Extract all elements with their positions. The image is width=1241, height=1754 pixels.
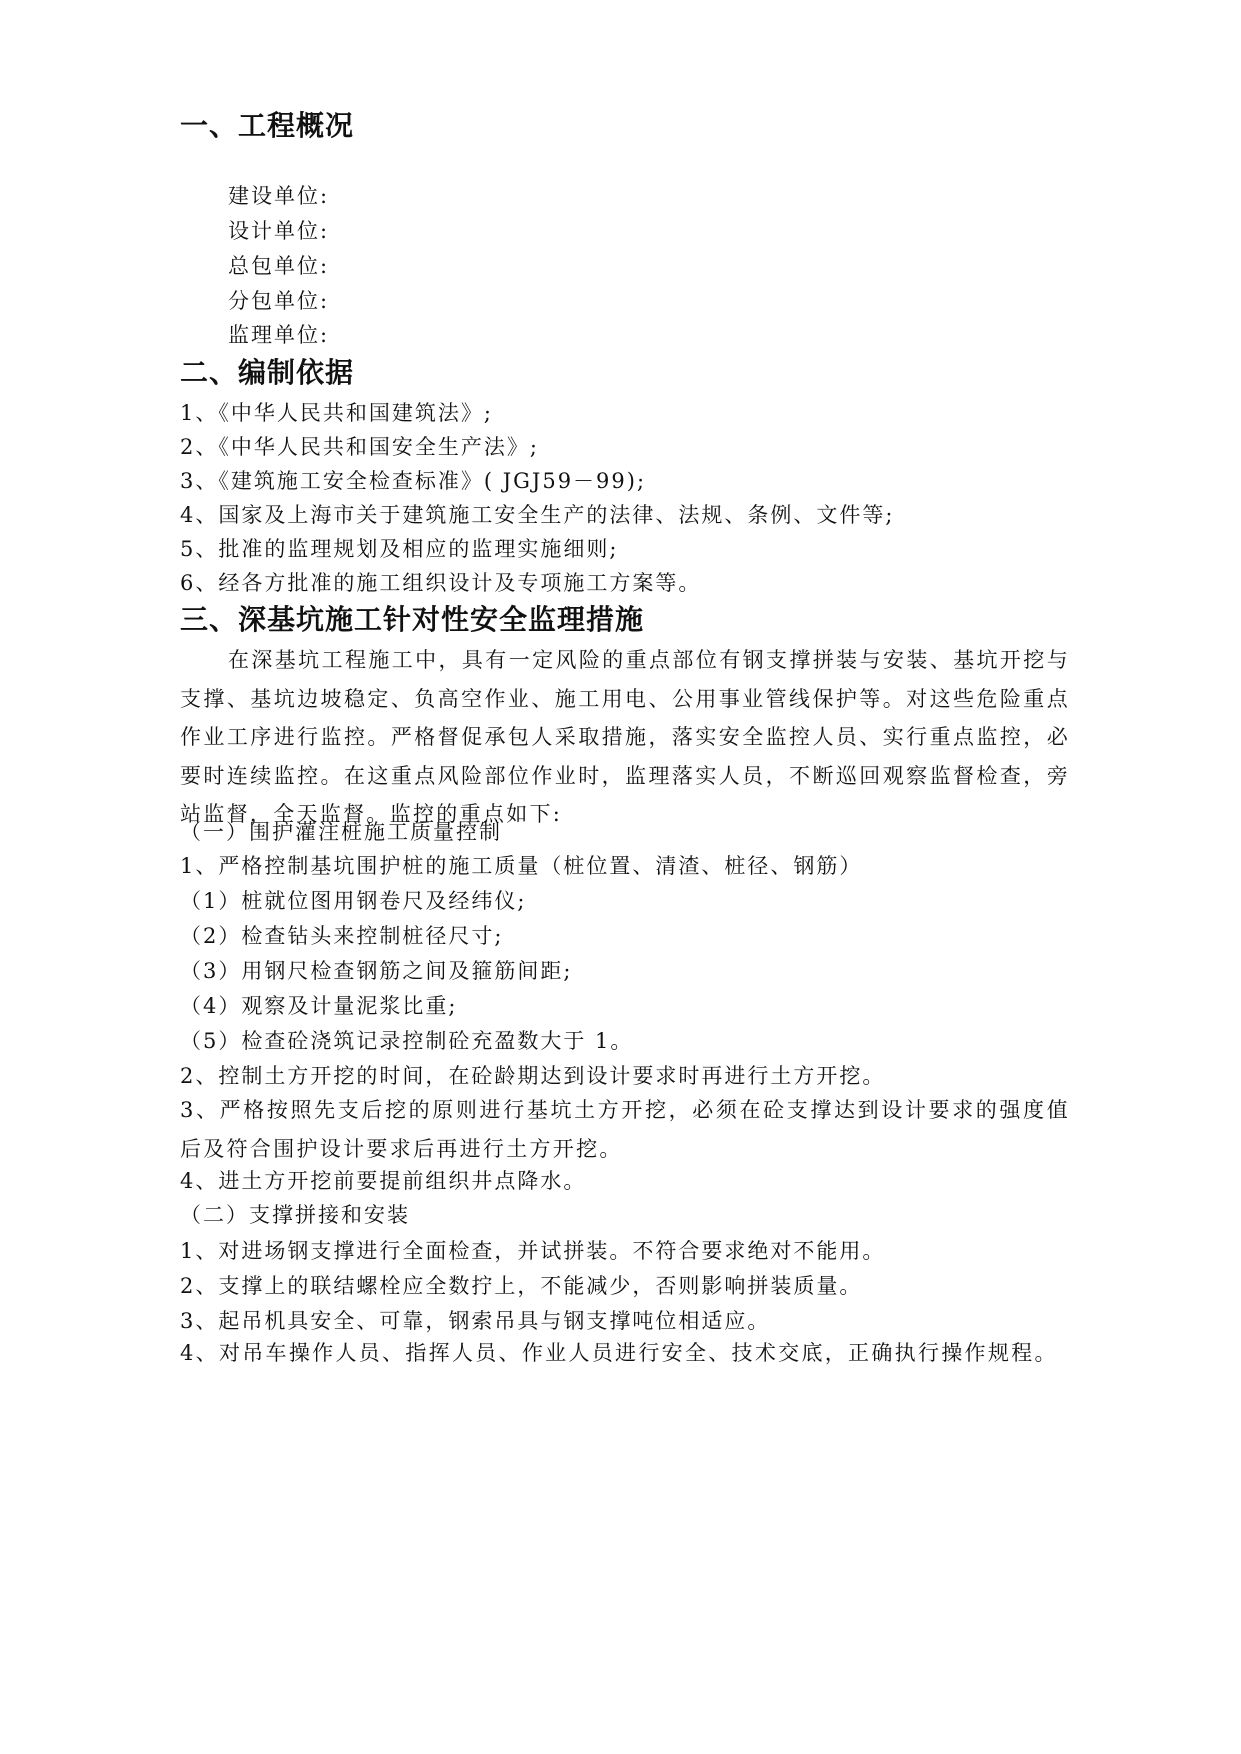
pile-subitem-2: （2）检查钻头来控制桩径尺寸; bbox=[180, 924, 504, 948]
pile-quality-item-1: 1、严格控制基坑围护桩的施工质量（桩位置、清渣、桩径、钢筋） bbox=[180, 854, 863, 878]
basis-item-1: 1、《中华人民共和国建筑法》; bbox=[180, 401, 493, 425]
construction-unit-label: 建设单位: bbox=[228, 184, 330, 208]
supervision-unit-label: 监理单位: bbox=[228, 323, 330, 347]
section-2-heading: 二、编制依据 bbox=[180, 356, 355, 389]
pile-subitem-3: （3）用钢尺检查钢筋之间及箍筋间距; bbox=[180, 959, 573, 983]
subsection-2-heading: （二）支撑拼接和安装 bbox=[180, 1203, 410, 1227]
basis-item-6: 6、经各方批准的施工组织设计及专项施工方案等。 bbox=[180, 571, 702, 595]
support-item-2: 2、支撑上的联结螺栓应全数拧上，不能减少，否则影响拼装质量。 bbox=[180, 1274, 863, 1298]
basis-item-4: 4、国家及上海市关于建筑施工安全生产的法律、法规、条例、文件等; bbox=[180, 503, 895, 527]
pile-quality-item-2: 2、控制土方开挖的时间，在砼龄期达到设计要求时再进行土方开挖。 bbox=[180, 1064, 886, 1088]
subsection-1-heading: （一）围护灌注桩施工质量控制 bbox=[180, 820, 502, 844]
basis-item-5: 5、批准的监理规划及相应的监理实施细则; bbox=[180, 537, 619, 561]
general-contractor-label: 总包单位: bbox=[228, 254, 330, 278]
basis-item-3: 3、《建筑施工安全检查标准》( JGJ59－99); bbox=[180, 469, 647, 493]
pile-subitem-1: （1）桩就位图用钢卷尺及经纬仪; bbox=[180, 889, 527, 913]
design-unit-label: 设计单位: bbox=[228, 219, 330, 243]
section-3-heading: 三、深基坑施工针对性安全监理措施 bbox=[180, 603, 645, 636]
pile-subitem-4: （4）观察及计量泥浆比重; bbox=[180, 994, 458, 1018]
section-1-heading: 一、工程概况 bbox=[180, 109, 355, 142]
subcontractor-label: 分包单位: bbox=[228, 289, 330, 313]
section-3-intro-paragraph: 在深基坑工程施工中，具有一定风险的重点部位有钢支撑拼装与安装、基坑开挖与支撑、基坑边坡稳定、负高空作业、施工用电、公用事业管线保护等。对这些危险重点作业工序进行监控。严格督促承包人采取措施，落实安全监控人员、实行重点监控，必要时连续监控。在这重点风险部位作业时，监理落实人员，不断巡回观察监督检查，旁站监督，全天监督。监控的重点如下: bbox=[180, 648, 1070, 827]
pile-subitem-5: （5）检查砼浇筑记录控制砼充盈数大于 1。 bbox=[180, 1029, 634, 1053]
support-item-4: 4、对吊车操作人员、指挥人员、作业人员进行安全、技术交底，正确执行操作规程。 bbox=[180, 1341, 1058, 1365]
basis-item-2: 2、《中华人民共和国安全生产法》; bbox=[180, 435, 539, 459]
support-item-1: 1、对进场钢支撑进行全面检查，并试拼装。不符合要求绝对不能用。 bbox=[180, 1239, 886, 1263]
pile-quality-item-4: 4、进土方开挖前要提前组织井点降水。 bbox=[180, 1169, 587, 1193]
pile-quality-item-3: 3、严格按照先支后挖的原则进行基坑土方开挖，必须在砼支撑达到设计要求的强度值后及符合围护设计要求后再进行土方开挖。 bbox=[180, 1098, 1070, 1161]
support-item-3: 3、起吊机具安全、可靠，钢索吊具与钢支撑吨位相适应。 bbox=[180, 1309, 771, 1333]
